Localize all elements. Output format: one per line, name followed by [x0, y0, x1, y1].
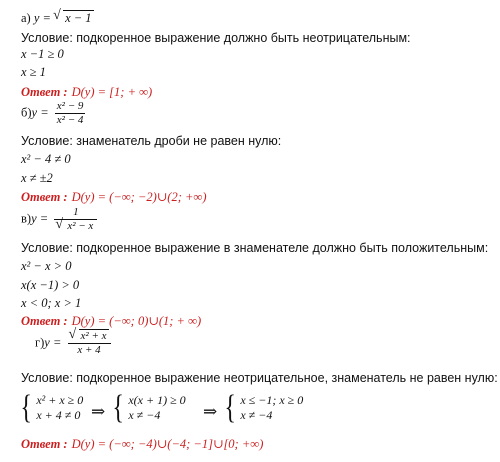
- part-g-num-radicand: x² + x: [80, 330, 107, 342]
- part-b-step2: x ≠ ±2: [21, 171, 53, 185]
- part-b-answer-value: D(y) = (−∞; −2)∪(2; +∞): [71, 190, 207, 204]
- part-a-answer: [21, 84, 152, 100]
- part-g-func: y =: [44, 335, 65, 350]
- part-g-fraction: [68, 330, 111, 357]
- part-a-function: [21, 10, 94, 26]
- part-g-num-sqrt: [70, 330, 109, 343]
- part-v-answer-label: Ответ :: [21, 314, 68, 328]
- part-g-label: г): [35, 335, 45, 350]
- part-a-radicand: x − 1: [65, 11, 92, 25]
- part-v-step2: x(x −1) > 0: [21, 278, 80, 292]
- part-a-label: а): [21, 11, 31, 25]
- part-v-condition: Условие: подкоренное выражение в знаменателе должно быть положительным:: [21, 241, 489, 255]
- part-g-answer-label: Ответ :: [21, 437, 68, 451]
- part-b-function: [21, 100, 88, 127]
- part-a-answer-label: Ответ :: [21, 85, 68, 99]
- part-a-sqrt: [54, 10, 93, 26]
- part-b-answer: [21, 189, 207, 205]
- part-v-func: y =: [31, 211, 52, 226]
- part-b-func: y =: [31, 105, 52, 120]
- part-g-sys2-line1: x(x + 1) ≥ 0: [128, 393, 186, 407]
- part-a-condition: Условие: подкоренное выражение должно быть неотрицательным:: [21, 31, 411, 45]
- part-a-func: y =: [33, 11, 55, 25]
- part-g-system-1: [18, 389, 84, 426]
- part-g-function: [35, 330, 114, 357]
- part-g-condition: Условие: подкоренное выражение неотрицательное, знаменатель не равен нулю:: [21, 371, 498, 385]
- part-b-step1: x² − 4 ≠ 0: [21, 152, 71, 166]
- part-b-answer-label: Ответ :: [21, 190, 68, 204]
- part-v-numerator: 1: [54, 206, 97, 220]
- part-a-step2: x ≥ 1: [21, 65, 46, 79]
- part-v-answer-value: D(y) = (−∞; 0)∪(1; + ∞): [71, 314, 202, 328]
- implies-arrow-icon: ⇒: [91, 402, 106, 421]
- implies-arrow-icon: ⇒: [203, 402, 218, 421]
- part-a-answer-value: D(y) = [1; + ∞): [71, 85, 153, 99]
- part-g-sys1-line1: x² + x ≥ 0: [36, 393, 84, 407]
- part-b-denominator: x² − 4: [56, 114, 84, 126]
- part-v-answer: [21, 313, 201, 329]
- part-g-denominator: x + 4: [77, 344, 101, 356]
- brace-icon: {: [20, 389, 32, 426]
- part-b-fraction: [55, 100, 86, 127]
- brace-icon: {: [224, 389, 236, 426]
- part-v-function: [21, 206, 100, 233]
- part-v-den-sqrt: [56, 220, 95, 233]
- part-g-system-2: [110, 389, 186, 426]
- part-v-label: в): [21, 211, 32, 226]
- part-v-den-radicand: x² − x: [67, 220, 94, 232]
- brace-icon: {: [112, 389, 124, 426]
- part-b-condition: Условие: знаменатель дроби не равен нулю:: [21, 134, 282, 148]
- part-b-label: б): [21, 105, 32, 120]
- part-b-numerator: x² − 9: [56, 100, 84, 112]
- part-g-sys3-line1: x ≤ −1; x ≥ 0: [240, 393, 304, 407]
- part-g-system-3: [222, 389, 304, 426]
- part-v-step1: x² − x > 0: [21, 259, 72, 273]
- part-g-sys1-line2: x + 4 ≠ 0: [36, 408, 81, 422]
- part-g-sys3-line2: x ≠ −4: [240, 408, 273, 422]
- part-v-fraction: [54, 206, 97, 233]
- part-a-step1: x −1 ≥ 0: [21, 47, 64, 61]
- part-g-answer: [21, 436, 263, 452]
- part-v-step3: x < 0; x > 1: [21, 296, 82, 310]
- part-g-answer-value: D(y) = (−∞; −4)∪(−4; −1]∪[0; +∞): [71, 437, 264, 451]
- part-g-sys2-line2: x ≠ −4: [128, 408, 161, 422]
